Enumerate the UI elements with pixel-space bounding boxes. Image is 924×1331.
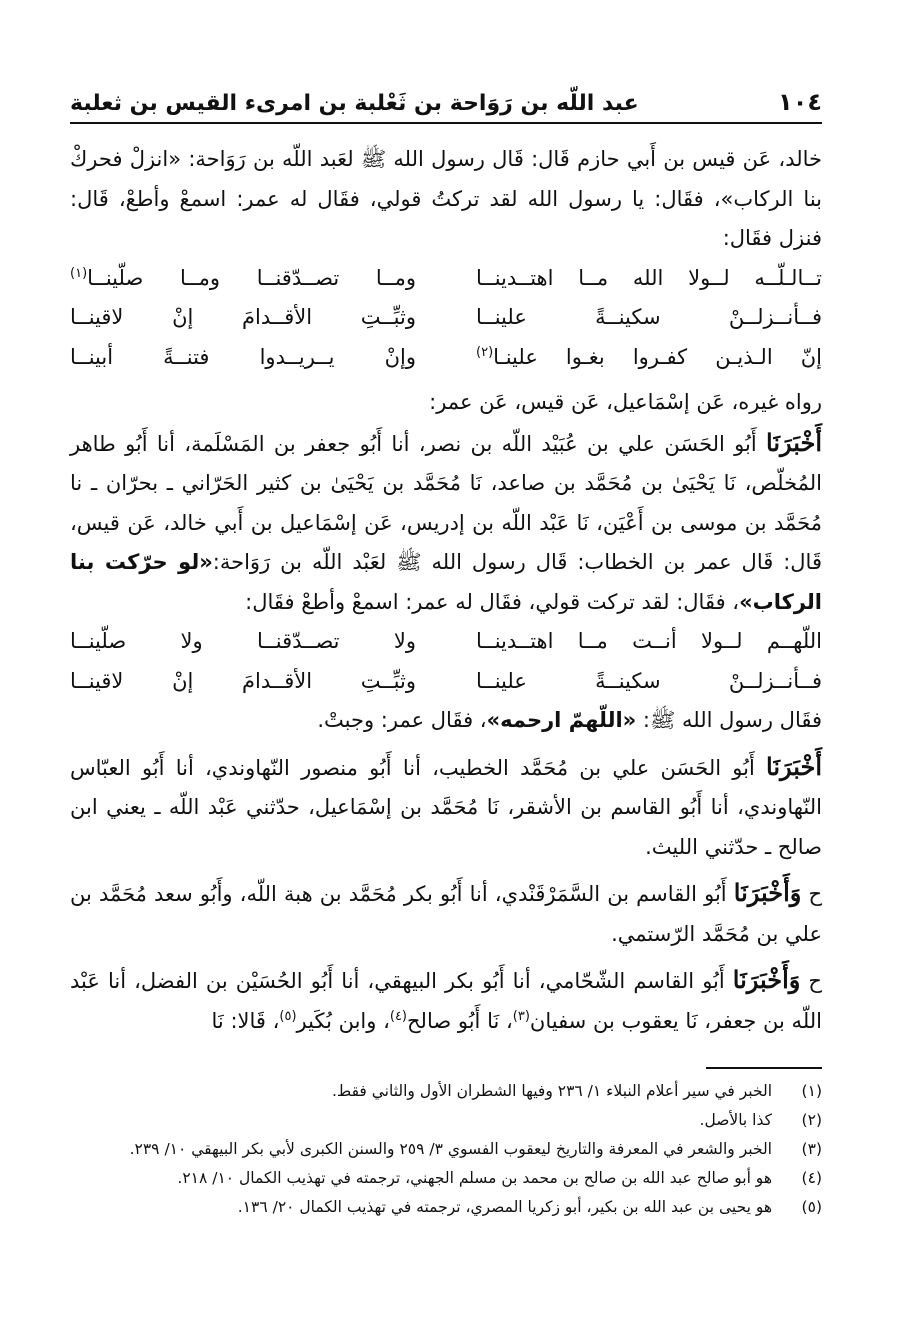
isnad-lead: وَأَخْبَرَنَا	[732, 965, 801, 994]
poem-1	[70, 259, 822, 378]
paragraph-6-text: أَبُو القاسم بن السَّمَرْقَنْدي، أنا أَبُو بكر مُحَمَّد بن هبة اللّه، وأَبُو سعد مُحَمَّد بن علي بن مُحَمَّد الرّستمي.	[70, 882, 822, 946]
poem-2	[70, 622, 822, 701]
paragraph-7-text-c: ، وابن بُكَير	[296, 1008, 390, 1033]
hemistich-left: ولا تصــدّقنــا ولا صلّينــا	[70, 629, 416, 653]
footnote-4	[70, 1164, 822, 1193]
paragraph-7	[70, 960, 822, 1041]
hemistich-left: وثبِّــتِ الأقــدامَ إنْ لاقينــا	[70, 305, 416, 329]
hemistich-left: وإنْ يــريــدوا فتنــةً أبينــا	[70, 344, 416, 369]
paragraph-5-text: أَبُو الحَسَن علي بن مُحَمَّد الخطيب، أنا أَبُو منصور النّهاوندي، أنا أَبُو العبّاس النّهاوندي، أنا أَبُو القاسم بن الأشقر، نَا مُحَمَّد بن إسْمَاعيل، حدّثني عَبْد اللّه ـ يعني ابن صالح ـ حدّثني الليث.	[70, 755, 822, 859]
hemistich-right: اللّهــم لــولا أنــت مــا اهتــدينــا	[476, 629, 822, 653]
paragraph-5	[70, 747, 822, 868]
hemistich-right: فــأنــزلــنْ سكينــةً علينــا	[476, 668, 822, 693]
footnote-separator	[706, 1067, 822, 1069]
book-page	[70, 84, 822, 1222]
paragraph-4	[70, 701, 822, 741]
footnote-1	[70, 1077, 822, 1106]
paragraph-6	[70, 873, 822, 954]
hemistich-right: فــأنــزلــنْ سكينــةً علينــا	[476, 305, 822, 329]
paragraph-3-text: أَبُو الحَسَن علي بن عُبَيْد اللّه بن نصر، أنا أَبُو جعفر بن المَسْلَمة، أنا أَبُو طاهر المُخلّص، نَا يَحْيَىٰ بن مُحَمَّد بن صاعد، نَا مُحَمَّد بن يَحْيَىٰ بن كثير الحَرّاني ـ بحرّان ـ نا مُحَمَّد بن موسى بن أَعْيَن، نَا عَبْد اللّه بن إدريس، عَن إسْمَاعيل بن أَبي خالد، عَن قيس، قَال: قَال عمر بن الخطاب: قَال رسول الله ﷺ لعَبْد اللّه بن رَوَاحة:	[70, 431, 822, 574]
ha-marker: ح	[800, 969, 822, 993]
paragraph-4-text: فقَال رسول الله ﷺ:	[636, 708, 822, 732]
footnote-ref-5: (٥)	[279, 1008, 297, 1024]
poem-2-verse-2	[70, 662, 822, 702]
footnote-2	[70, 1106, 822, 1135]
footnote-text: كذا بالأصل.	[699, 1111, 772, 1129]
footnote-5	[70, 1193, 822, 1222]
paragraph-7-text: أَبُو القاسم الشّحّامي، أنا أَبُو بكر البيهقي، أنا أَبُو الحُسَيْن بن الفضل، أنا عَبْد اللّه بن جعفر، نَا يعقوب بن سفيان	[70, 969, 822, 1033]
quoted-speech: «اللّهمّ ارحمه»	[486, 708, 637, 732]
hemistich-left: وثبِّــتِ الأقــدامَ إنْ لاقينــا	[70, 668, 416, 693]
paragraph-3-tail: ، فقَال: لقد تركت قولي، فقَال له عمر: اسمعْ وأطعْ فقَال:	[245, 589, 740, 614]
page-header	[70, 84, 822, 124]
footnote-number: (٤)	[801, 1169, 822, 1187]
footnote-3	[70, 1135, 822, 1164]
page-number: ١٠٤	[778, 88, 822, 116]
isnad-lead: أَخْبَرَنَا	[766, 427, 822, 457]
footnote-text: الخبر في سير أعلام النبلاء ١/ ٢٣٦ وفيها الشطران الأول والثاني فقط.	[331, 1082, 772, 1100]
running-title: عبد اللّه بن رَوَاحة بن ثَعْلبة بن امرىء القيس بن ثعلبة	[70, 91, 639, 116]
poem-2-verse-1	[70, 622, 822, 662]
paragraph-3	[70, 423, 822, 623]
isnad-lead: أَخْبَرَنَا	[766, 751, 822, 781]
footnote-number: (٣)	[801, 1140, 822, 1158]
hemistich-left-text: ومــا تصــدّقنــا ومــا صلّينــا	[87, 265, 416, 290]
paragraph-1: خالد، عَن قيس بن أَبي حازم قَال: قَال رسول الله ﷺ لعَبد اللّه بن رَوَاحة: «انزلْ فحركْ بنا الركاب»، فقَال: يا رسول الله لقد تركتُ قولي، فقَال له عمر: اسمعْ وأطعْ، قَال: فنزل فقَال:	[70, 147, 822, 250]
footnote-text: هو أبو صالح عبد الله بن صالح بن محمد بن مسلم الجهني، ترجمته في تهذيب الكمال ١٠/ ٢١٨.	[177, 1169, 772, 1187]
hemistich-left	[70, 259, 416, 299]
isnad-lead: وَأَخْبَرَنَا	[733, 878, 802, 907]
footnote-number: (١)	[801, 1082, 822, 1100]
paragraph-4-tail: ، فقَال عمر: وجبتْ.	[317, 708, 487, 732]
hemistich-right-text: إنّ الـذيـن كفـروا بغـوا علينـا	[493, 344, 822, 369]
ha-marker: ح	[801, 882, 822, 906]
footnote-ref-3: (٣)	[512, 1008, 530, 1024]
poem-1-verse-1	[70, 259, 822, 299]
paragraph-7-text-d: ، قَالا: نَا	[211, 1008, 280, 1033]
footnote-ref: (٢)	[476, 344, 494, 360]
footnote-number: (٥)	[801, 1198, 822, 1216]
quoted-speech: «لو حرّكت بنا الركاب»	[70, 550, 822, 614]
hemistich-right	[476, 338, 822, 378]
footnote-text: الخبر والشعر في المعرفة والتاريخ ليعقوب الفسوي ٣/ ٢٥٩ والسنن الكبرى لأبي بكر البيهقي ١٠/ ٢٣٩.	[129, 1140, 772, 1158]
footnote-number: (٢)	[801, 1111, 822, 1129]
footnotes	[70, 1077, 822, 1222]
paragraph-2: رواه غيره، عَن إسْمَاعيل، عَن قيس، عَن عمر:	[429, 390, 822, 414]
paragraph-7-text-b: ، نَا أَبُو صالح	[407, 1008, 513, 1033]
footnote-ref: (١)	[70, 265, 88, 281]
main-text	[70, 140, 822, 1041]
hemistich-right: تــالـلّــه لــولا الله مــا اهتــدينــا	[476, 265, 822, 290]
poem-1-verse-3	[70, 338, 822, 378]
footnote-text: هو يحيى بن عبد الله بن بكير، أبو زكريا المصري، ترجمته في تهذيب الكمال ٢٠/ ١٣٦.	[237, 1198, 772, 1216]
footnote-ref-4: (٤)	[389, 1008, 407, 1024]
poem-1-verse-2	[70, 298, 822, 338]
